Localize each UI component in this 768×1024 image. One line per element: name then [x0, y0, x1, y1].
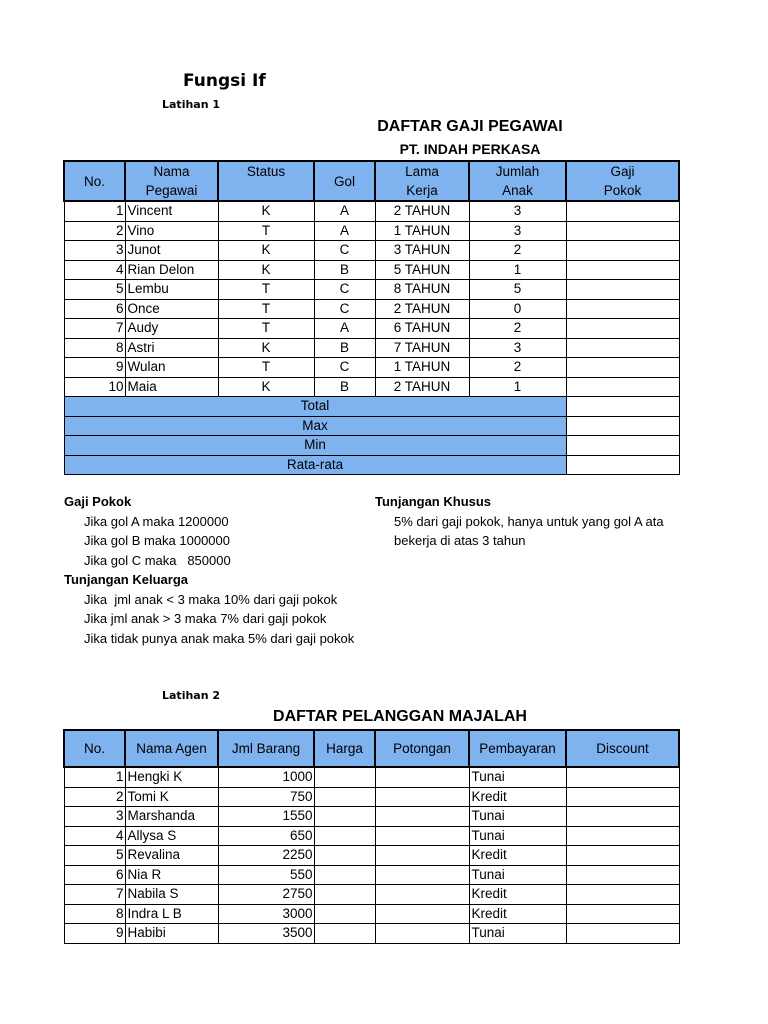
summary-label: Min — [64, 436, 566, 456]
header-no: No. — [64, 730, 125, 767]
cell-pembayaran: Kredit — [469, 846, 566, 866]
cell-lama: 1 TAHUN — [375, 358, 469, 378]
table-row — [64, 767, 679, 787]
table-row — [64, 377, 679, 397]
header-gaji-pokok: Gaji Pokok — [566, 161, 679, 201]
cell-no: 5 — [64, 280, 125, 300]
cell-potongan — [375, 885, 469, 905]
cell-potongan — [375, 787, 469, 807]
tunjangan-khusus-rule: 5% dari gaji pokok, hanya untuk yang gol A ata — [394, 513, 664, 529]
gaji-pokok-rule: Jika gol C maka 850000 — [84, 552, 231, 568]
table1-title: DAFTAR GAJI PEGAWAI — [377, 118, 563, 135]
cell-pembayaran: Kredit — [469, 787, 566, 807]
tunjangan-khusus-rule: bekerja di atas 3 tahun — [394, 533, 526, 548]
cell-gaji — [566, 319, 679, 339]
cell-gaji — [566, 241, 679, 261]
cell-gol: A — [314, 319, 375, 339]
cell-anak: 3 — [469, 201, 566, 221]
gaji-pokok-rule: Jika gol B maka 1000000 — [84, 533, 230, 548]
cell-potongan — [375, 904, 469, 924]
cell-lama: 2 TAHUN — [375, 377, 469, 397]
cell-no: 1 — [64, 201, 125, 221]
cell-status: T — [218, 280, 314, 300]
table2-title: DAFTAR PELANGGAN MAJALAH — [273, 708, 527, 725]
cell-no: 7 — [64, 885, 125, 905]
table-row — [64, 260, 679, 280]
cell-gaji — [566, 260, 679, 280]
cell-no: 7 — [64, 319, 125, 339]
cell-harga — [314, 885, 375, 905]
tunjangan-keluarga-rule: Jika tidak punya anak maka 5% dari gaji pokok — [84, 630, 355, 646]
cell-anak: 5 — [469, 280, 566, 300]
cell-status: K — [218, 338, 314, 358]
cell-nama: Rian Delon — [125, 260, 218, 280]
cell-anak: 3 — [469, 221, 566, 241]
cell-lama: 1 TAHUN — [375, 221, 469, 241]
cell-gaji — [566, 338, 679, 358]
cell-nama: Nabila S — [125, 885, 218, 905]
table-row — [64, 338, 679, 358]
cell-jml: 3500 — [218, 924, 314, 944]
cell-pembayaran: Tunai — [469, 807, 566, 827]
cell-no: 8 — [64, 904, 125, 924]
cell-jml: 2250 — [218, 846, 314, 866]
cell-status: K — [218, 201, 314, 221]
cell-lama: 5 TAHUN — [375, 260, 469, 280]
header-status: Status — [218, 161, 314, 201]
table-row — [64, 280, 679, 300]
cell-jml: 2750 — [218, 885, 314, 905]
cell-harga — [314, 924, 375, 944]
cell-nama: Hengki K — [125, 767, 218, 787]
cell-jml: 3000 — [218, 904, 314, 924]
cell-nama: Marshanda — [125, 807, 218, 827]
cell-harga — [314, 826, 375, 846]
cell-anak: 1 — [469, 260, 566, 280]
notes-right — [375, 494, 678, 553]
cell-status: T — [218, 358, 314, 378]
cell-discount — [566, 807, 679, 827]
cell-gol: B — [314, 338, 375, 358]
cell-anak: 2 — [469, 358, 566, 378]
cell-pembayaran: Tunai — [469, 767, 566, 787]
cell-anak: 2 — [469, 241, 566, 261]
cell-no: 6 — [64, 299, 125, 319]
table-row — [64, 904, 679, 924]
cell-discount — [566, 865, 679, 885]
tunjangan-khusus-title: Tunjangan Khusus — [375, 494, 492, 509]
cell-no: 3 — [64, 241, 125, 261]
cell-discount — [566, 787, 679, 807]
cell-no: 6 — [64, 865, 125, 885]
cell-nama: Allysa S — [125, 826, 218, 846]
cell-status: K — [218, 377, 314, 397]
cell-gaji — [566, 358, 679, 378]
table-row — [64, 241, 679, 261]
cell-gol: C — [314, 358, 375, 378]
cell-jml: 650 — [218, 826, 314, 846]
table-row — [64, 201, 679, 221]
header-nama-agen: Nama Agen — [125, 730, 218, 767]
header-jumlah-anak: Jumlah Anak — [469, 161, 566, 201]
cell-no: 10 — [64, 377, 125, 397]
cell-jml: 1550 — [218, 807, 314, 827]
cell-potongan — [375, 807, 469, 827]
cell-gol: A — [314, 201, 375, 221]
cell-gaji — [566, 377, 679, 397]
cell-nama: Audy — [125, 319, 218, 339]
cell-no: 2 — [64, 221, 125, 241]
cell-nama: Wulan — [125, 358, 218, 378]
summary-value — [566, 416, 679, 436]
header-nama-pegawai: Nama Pegawai — [125, 161, 218, 201]
latihan-2-label: Latihan 2 — [162, 689, 221, 702]
cell-no: 1 — [64, 767, 125, 787]
header-potongan: Potongan — [375, 730, 469, 767]
table-row — [64, 865, 679, 885]
summary-label: Total — [64, 397, 566, 417]
cell-gol: C — [314, 241, 375, 261]
cell-nama: Tomi K — [125, 787, 218, 807]
header-gol: Gol — [314, 161, 375, 201]
cell-nama: Revalina — [125, 846, 218, 866]
header-jml-barang: Jml Barang — [218, 730, 314, 767]
cell-no: 4 — [64, 826, 125, 846]
cell-anak: 1 — [469, 377, 566, 397]
cell-lama: 3 TAHUN — [375, 241, 469, 261]
cell-harga — [314, 767, 375, 787]
cell-pembayaran: Tunai — [469, 826, 566, 846]
tunjangan-keluarga-rule: Jika jml anak < 3 maka 10% dari gaji pokok — [84, 591, 338, 607]
cell-jml: 750 — [218, 787, 314, 807]
cell-gol: C — [314, 280, 375, 300]
header-lama-kerja: Lama Kerja — [375, 161, 469, 201]
latihan-1-label: Latihan 1 — [162, 98, 221, 111]
summary-value — [566, 436, 679, 456]
page-heading: Fungsi If — [183, 71, 266, 91]
salary-header-row — [64, 161, 679, 201]
cell-harga — [314, 787, 375, 807]
cell-potongan — [375, 846, 469, 866]
cell-nama: Astri — [125, 338, 218, 358]
cell-jml: 1000 — [218, 767, 314, 787]
cell-gol: A — [314, 221, 375, 241]
cell-status: K — [218, 241, 314, 261]
cell-nama: Indra L B — [125, 904, 218, 924]
header-no: No. — [64, 161, 125, 201]
cell-discount — [566, 904, 679, 924]
notes-left — [64, 494, 384, 650]
cell-no: 8 — [64, 338, 125, 358]
cell-lama: 2 TAHUN — [375, 201, 469, 221]
cell-discount — [566, 924, 679, 944]
cell-discount — [566, 885, 679, 905]
cell-pembayaran: Kredit — [469, 904, 566, 924]
cell-no: 2 — [64, 787, 125, 807]
cell-status: T — [218, 221, 314, 241]
table-row — [64, 807, 679, 827]
cell-pembayaran: Tunai — [469, 924, 566, 944]
cell-potongan — [375, 826, 469, 846]
table-row — [64, 787, 679, 807]
cell-anak: 0 — [469, 299, 566, 319]
cell-nama: Vincent — [125, 201, 218, 221]
summary-row-average — [64, 455, 679, 475]
subscriber-table — [63, 729, 680, 944]
cell-nama: Vino — [125, 221, 218, 241]
subscriber-header-row — [64, 730, 679, 767]
header-pembayaran: Pembayaran — [469, 730, 566, 767]
gaji-pokok-title: Gaji Pokok — [64, 494, 132, 509]
cell-lama: 8 TAHUN — [375, 280, 469, 300]
cell-gaji — [566, 221, 679, 241]
cell-potongan — [375, 924, 469, 944]
cell-anak: 3 — [469, 338, 566, 358]
cell-harga — [314, 807, 375, 827]
tunjangan-keluarga-rule: Jika jml anak > 3 maka 7% dari gaji pokok — [84, 611, 327, 626]
cell-harga — [314, 904, 375, 924]
cell-lama: 7 TAHUN — [375, 338, 469, 358]
cell-jml: 550 — [218, 865, 314, 885]
cell-gol: B — [314, 260, 375, 280]
table-row — [64, 358, 679, 378]
cell-nama: Junot — [125, 241, 218, 261]
cell-nama: Once — [125, 299, 218, 319]
summary-row-total — [64, 397, 679, 417]
header-discount: Discount — [566, 730, 679, 767]
salary-table — [63, 160, 680, 475]
cell-status: T — [218, 319, 314, 339]
cell-nama: Habibi — [125, 924, 218, 944]
cell-pembayaran: Kredit — [469, 885, 566, 905]
cell-discount — [566, 767, 679, 787]
cell-no: 9 — [64, 358, 125, 378]
cell-nama: Nia R — [125, 865, 218, 885]
cell-gaji — [566, 280, 679, 300]
cell-discount — [566, 846, 679, 866]
table-row — [64, 319, 679, 339]
summary-row-min — [64, 436, 679, 456]
cell-potongan — [375, 865, 469, 885]
cell-no: 5 — [64, 846, 125, 866]
summary-value — [566, 455, 679, 475]
cell-lama: 6 TAHUN — [375, 319, 469, 339]
cell-no: 3 — [64, 807, 125, 827]
table-row — [64, 924, 679, 944]
table-row — [64, 221, 679, 241]
cell-potongan — [375, 767, 469, 787]
table-row — [64, 826, 679, 846]
cell-harga — [314, 865, 375, 885]
tunjangan-keluarga-title: Tunjangan Keluarga — [64, 572, 188, 587]
summary-label: Max — [64, 416, 566, 436]
header-harga: Harga — [314, 730, 375, 767]
cell-harga — [314, 846, 375, 866]
cell-pembayaran: Tunai — [469, 865, 566, 885]
cell-lama: 2 TAHUN — [375, 299, 469, 319]
cell-anak: 2 — [469, 319, 566, 339]
cell-discount — [566, 826, 679, 846]
table-row — [64, 299, 679, 319]
cell-status: K — [218, 260, 314, 280]
table-row — [64, 885, 679, 905]
table-row — [64, 846, 679, 866]
cell-no: 4 — [64, 260, 125, 280]
cell-gol: C — [314, 299, 375, 319]
cell-no: 9 — [64, 924, 125, 944]
cell-gaji — [566, 299, 679, 319]
summary-row-max — [64, 416, 679, 436]
cell-nama: Maia — [125, 377, 218, 397]
summary-label: Rata-rata — [64, 455, 566, 475]
cell-nama: Lembu — [125, 280, 218, 300]
cell-status: T — [218, 299, 314, 319]
cell-gaji — [566, 201, 679, 221]
gaji-pokok-rule: Jika gol A maka 1200000 — [84, 513, 229, 529]
cell-gol: B — [314, 377, 375, 397]
table1-subtitle: PT. INDAH PERKASA — [399, 141, 541, 157]
summary-value — [566, 397, 679, 417]
